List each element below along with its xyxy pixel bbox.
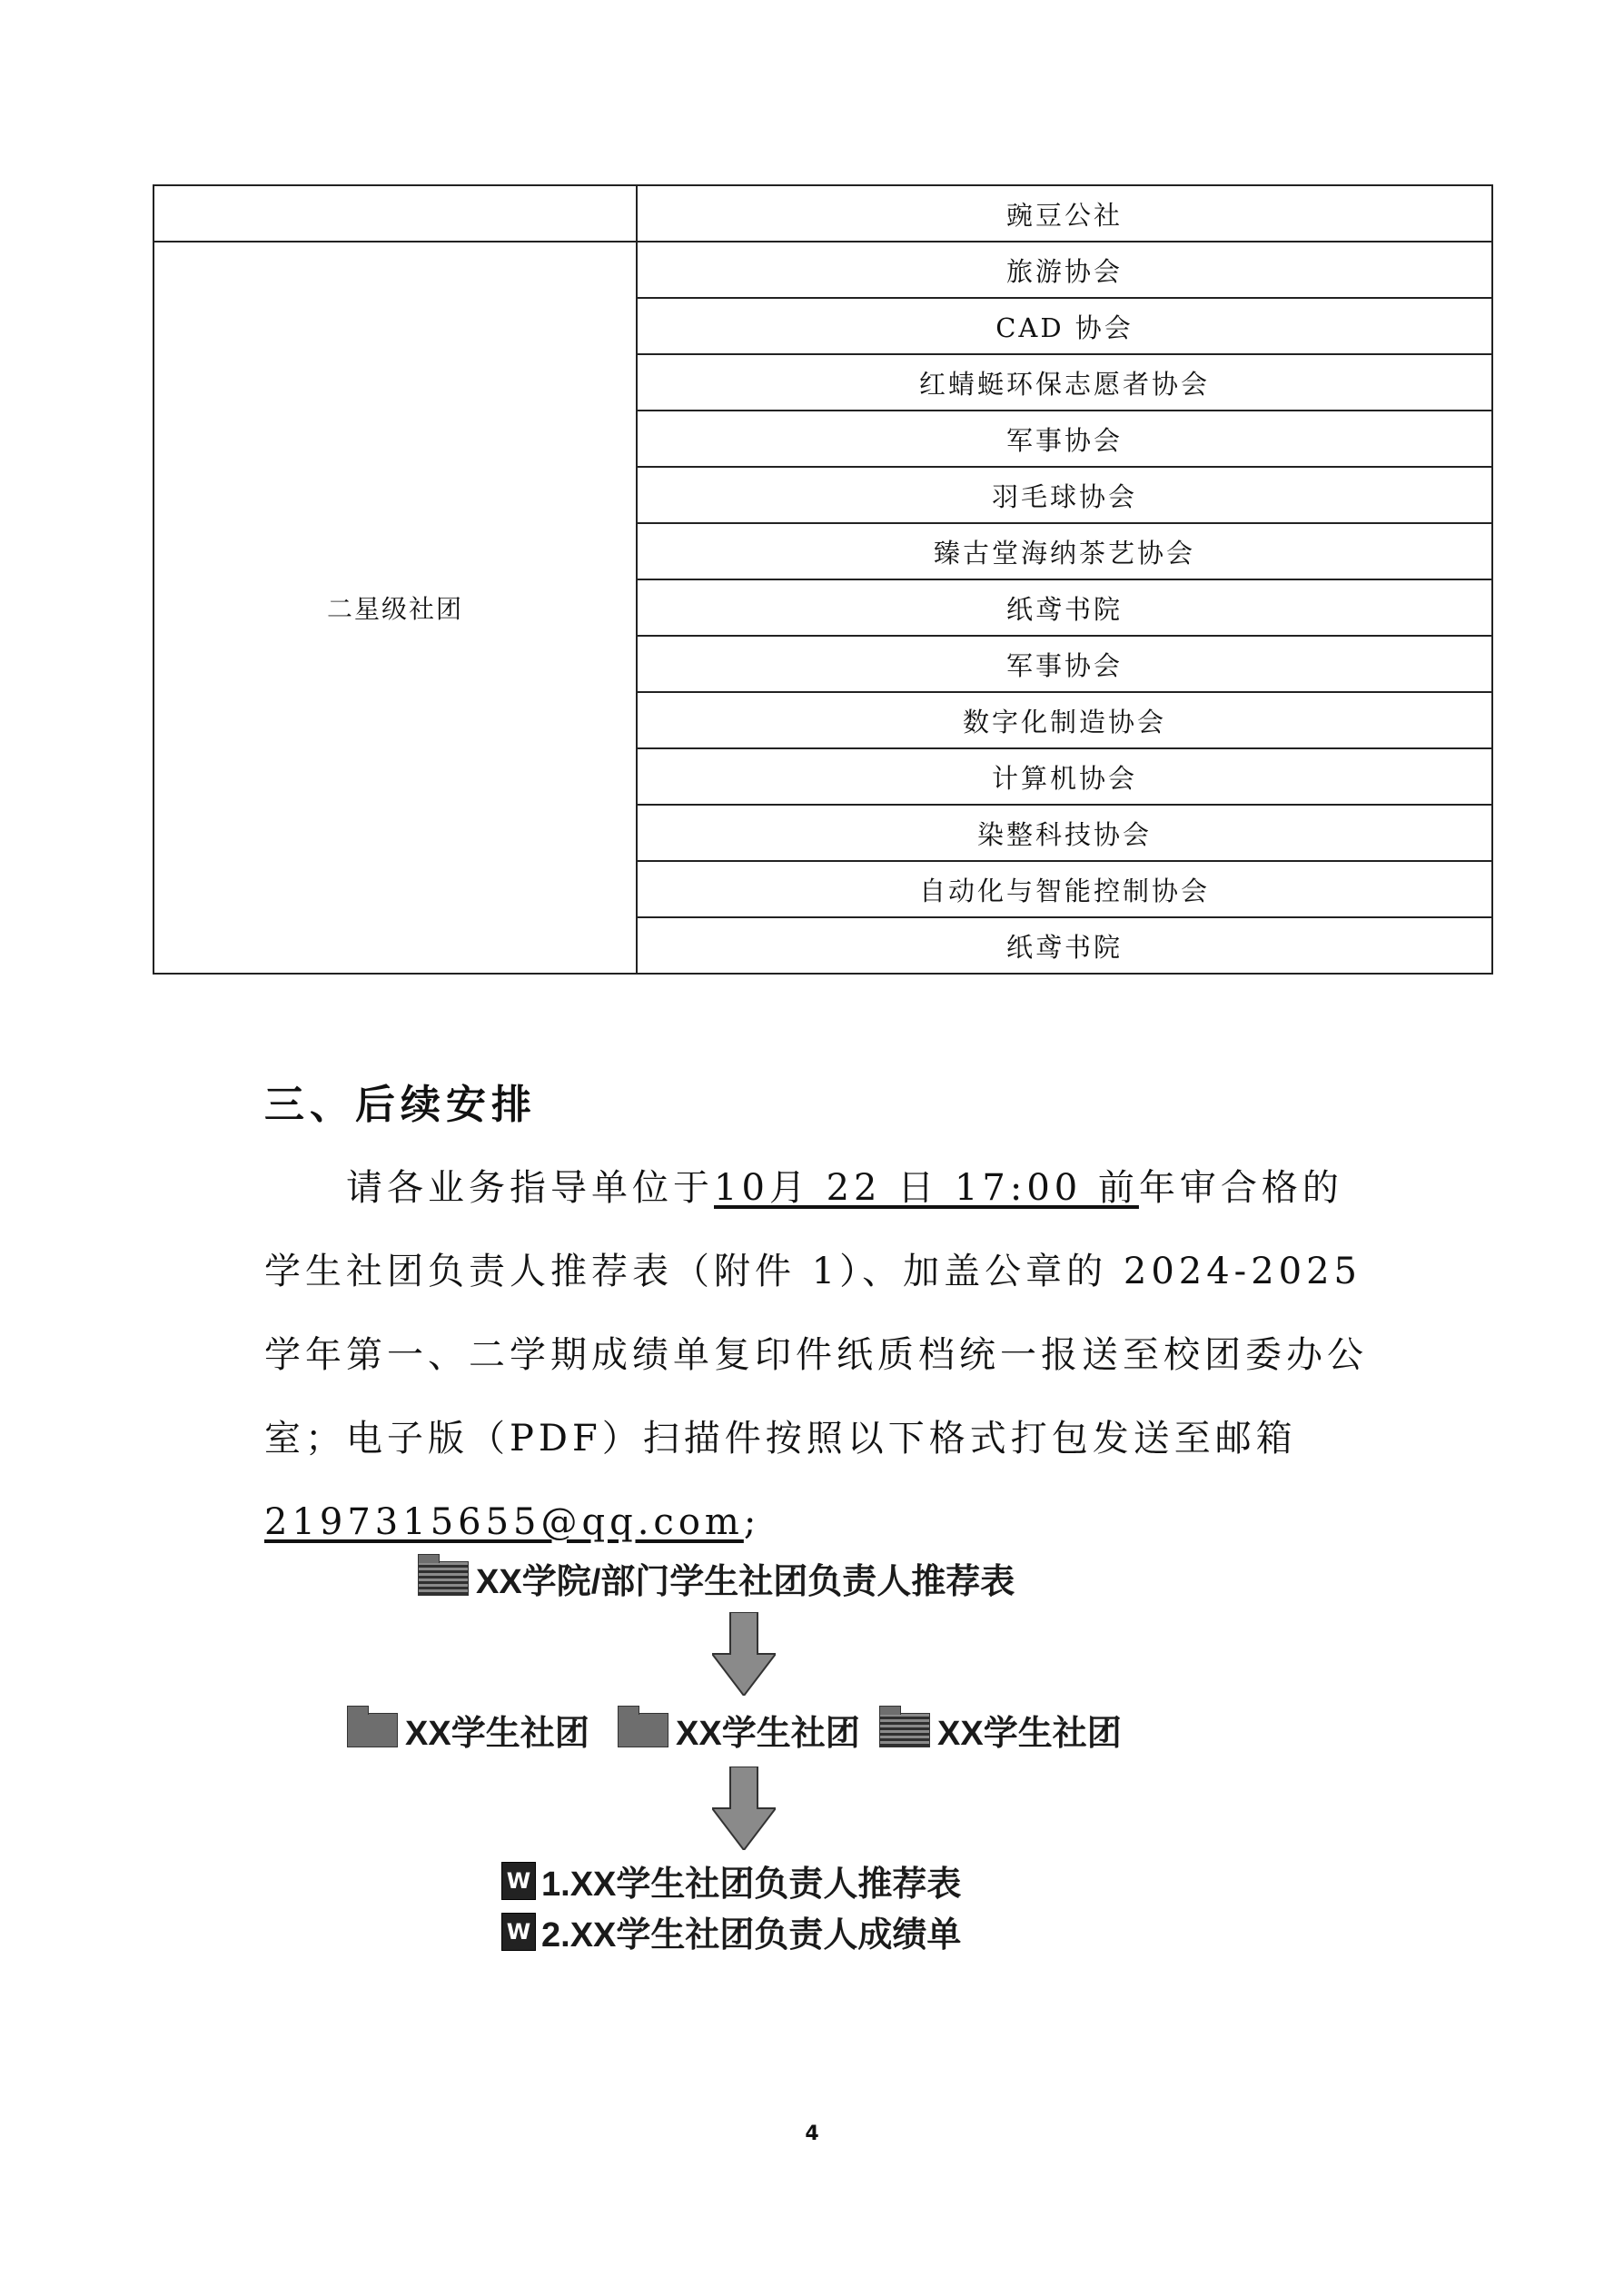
para-text-1: 请各业务指导单位于 [346, 1167, 714, 1209]
root-folder-label: XX学院/部门学生社团负责人推荐表 [476, 1563, 1015, 1601]
club-name: 豌豆公社 [637, 185, 1492, 242]
club-name: 自动化与智能控制协会 [637, 861, 1492, 917]
table-row [153, 242, 1492, 298]
club-name: 纸鸢书院 [637, 917, 1492, 974]
folder-icon [347, 1713, 398, 1747]
club-name: 臻古堂海纳茶艺协会 [637, 523, 1492, 579]
club-folder-label: XX学生社团 [676, 1715, 860, 1753]
club-name: 数字化制造协会 [637, 692, 1492, 748]
file-item [501, 1856, 961, 1905]
club-folder-item [347, 1705, 589, 1755]
down-arrow-icon [712, 1767, 776, 1850]
word-file-icon: W [501, 1862, 536, 1900]
instruction-paragraph [264, 1146, 1372, 1564]
club-name: CAD 协会 [637, 298, 1492, 354]
club-name: 军事协会 [637, 411, 1492, 467]
club-name: 纸鸢书院 [637, 579, 1492, 636]
club-name: 羽毛球协会 [637, 467, 1492, 523]
category-cell: 二星级社团 [153, 242, 637, 974]
club-name: 旅游协会 [637, 242, 1492, 298]
club-folder-label: XX学生社团 [405, 1715, 589, 1753]
club-folder-item [618, 1705, 860, 1755]
club-table [153, 184, 1493, 975]
table-row [153, 185, 1492, 242]
club-folder-label: XX学生社团 [937, 1715, 1122, 1753]
file-label: 2.XX学生社团负责人成绩单 [541, 1916, 962, 1955]
club-name: 染整科技协会 [637, 805, 1492, 861]
folder-icon [618, 1713, 668, 1747]
club-name: 红蜻蜓环保志愿者协会 [637, 354, 1492, 411]
folder-icon [418, 1561, 469, 1596]
club-name: 计算机协会 [637, 748, 1492, 805]
club-name: 军事协会 [637, 636, 1492, 692]
email-address: 2197315655@qq.com [264, 1501, 744, 1543]
page-number: 4 [805, 2123, 819, 2145]
deadline-text: 10月 22 日 17:00 前 [714, 1167, 1139, 1209]
club-folder-item [879, 1705, 1122, 1755]
folder-icon [879, 1713, 930, 1747]
para-text-2: 年审合格的学生社团负责人推荐表（附件 1）、加盖公章的 2024-2025 学年第一、二学期成绩单复印件纸质档统一报送至校团委办公室；电子版（PDF）扫描件按照以下格式打包发送至邮箱 [264, 1167, 1368, 1460]
root-folder-row [418, 1553, 1015, 1603]
section-title: 三、后续安排 [264, 1082, 537, 1128]
file-label: 1.XX学生社团负责人推荐表 [541, 1866, 962, 1904]
down-arrow-icon [712, 1612, 776, 1696]
para-end: ; [743, 1501, 761, 1543]
table-cell-empty [153, 185, 637, 242]
word-file-icon: W [501, 1913, 536, 1951]
file-item [501, 1906, 961, 1956]
